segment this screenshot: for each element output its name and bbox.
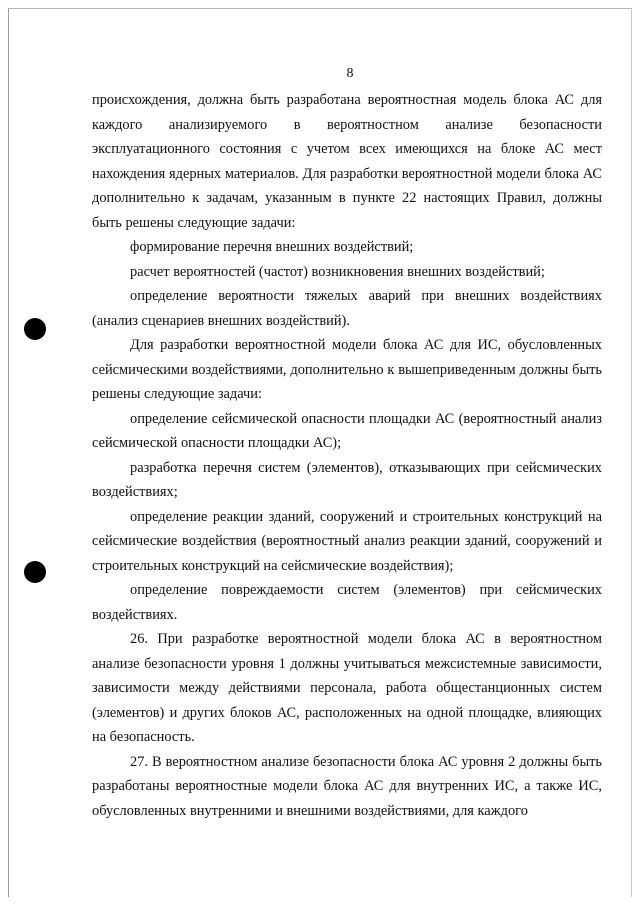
paragraph-seismic-task: определение повреждаемости систем (элементов) при сейсмических воздействиях. [92,582,602,623]
paragraph-seismic-task: определение реакции зданий, сооружений и строительных конструкций на сейсмические воздействия (вероятностный анализ реакции зданий, сооружений и строительных конструкций на сейсмические воздействия); [92,508,602,574]
binder-hole-upper [24,318,46,340]
paragraph-task-list-item: расчет вероятностей (частот) возникновения внешних воздействий; [130,263,545,280]
paragraph-task-list-item: определение вероятности тяжелых аварий при внешних воздействиях (анализ сценариев внешних воздействий). [92,288,602,329]
paragraph-seismic-intro: Для разработки вероятностной модели блока АС для ИС, обусловленных сейсмическими воздействиями, дополнительно к вышеприведенным должны быть решены следующие задачи: [92,337,602,402]
document-body [92,88,602,823]
paragraph-clause-27: 27. В вероятностном анализе безопасности блока АС уровня 2 должны быть разработаны вероятностные модели блока АС для внутренних ИС, а также ИС, обусловленных внутренними и внешними воздействиями, для каждого [92,753,602,819]
page-number: 8 [346,66,354,81]
binder-hole-lower [24,561,46,583]
paragraph-task-list-item: формирование перечня внешних воздействий; [130,239,414,255]
paragraph-continuation: происхождения, должна быть разработана вероятностная модель блока АС для каждого анализируемого в вероятностном анализе безопасности эксплуатационного состояния с учетом всех имеющихся на блоке АС мест нахождения ядерных материалов. Для разработки вероятностной модели блока АС дополнительно к задачам, указанным в пункте 22 настоящих Правил, должны быть решены следующие задачи: [92,92,602,231]
paragraph-clause-26: 26. При разработке вероятностной модели блока АС в вероятностном анализе безопасности уровня 1 должны учитываться межсистемные зависимости, зависимости между действиями персонала, работа общестанционных систем (элементов) и других блоков АС, расположенных на одной площадке, влияющих на безопасность. [92,631,602,745]
paragraph-seismic-task: разработка перечня систем (элементов), отказывающих при сейсмических воздействиях; [92,459,602,500]
paragraph-seismic-task: определение сейсмической опасности площадки АС (вероятностный анализ сейсмической опасности площадки АС); [92,410,602,451]
